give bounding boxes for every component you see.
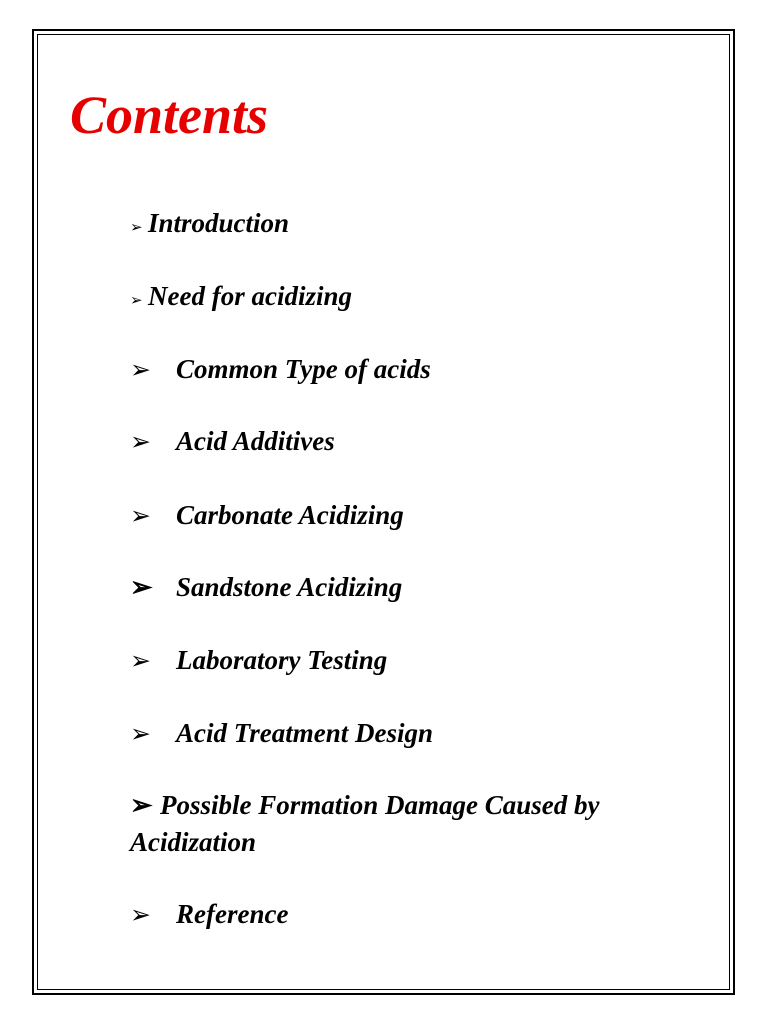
toc-item-label: Acid Treatment Design bbox=[176, 718, 433, 748]
toc-item-label: Laboratory Testing bbox=[176, 645, 388, 675]
toc-item-label: Sandstone Acidizing bbox=[176, 572, 403, 602]
arrow-bullet-icon: ➢ bbox=[130, 293, 143, 309]
toc-item-label: Carbonate Acidizing bbox=[176, 500, 404, 530]
toc-item-label: Need for acidizing bbox=[148, 281, 352, 311]
arrow-bullet-icon: ➢ bbox=[130, 648, 151, 675]
arrow-bullet-icon: ➢ bbox=[130, 357, 151, 384]
toc-item-carbonate-acidizing bbox=[130, 497, 404, 535]
toc-item-acid-additives bbox=[130, 423, 335, 461]
arrow-bullet-icon: ➢ bbox=[130, 790, 153, 820]
toc-item-label: Possible Formation Damage Caused by Acidization bbox=[130, 790, 600, 857]
arrow-bullet-icon: ➢ bbox=[130, 503, 151, 530]
toc-item-common-type-of-acids bbox=[130, 351, 431, 389]
arrow-bullet-icon: ➢ bbox=[130, 220, 143, 236]
toc-item-label: Introduction bbox=[148, 208, 290, 238]
toc-item-label: Acid Additives bbox=[176, 426, 335, 456]
toc-item-laboratory-testing bbox=[130, 642, 387, 680]
toc-item-acid-treatment-design bbox=[130, 715, 433, 753]
toc-item-reference bbox=[130, 896, 288, 934]
toc-item-need-for-acidizing bbox=[130, 278, 352, 320]
arrow-bullet-icon: ➢ bbox=[130, 721, 151, 748]
arrow-bullet-icon: ➢ bbox=[130, 572, 153, 602]
arrow-bullet-icon: ➢ bbox=[130, 902, 151, 929]
arrow-bullet-icon: ➢ bbox=[130, 429, 151, 456]
toc-item-sandstone-acidizing bbox=[130, 569, 402, 606]
toc-item-label: Common Type of acids bbox=[176, 354, 431, 384]
page-title: Contents bbox=[70, 85, 269, 145]
toc-item-possible-formation-damage bbox=[130, 787, 690, 861]
toc-item-label: Reference bbox=[176, 899, 289, 929]
toc-item-introduction bbox=[130, 205, 289, 247]
